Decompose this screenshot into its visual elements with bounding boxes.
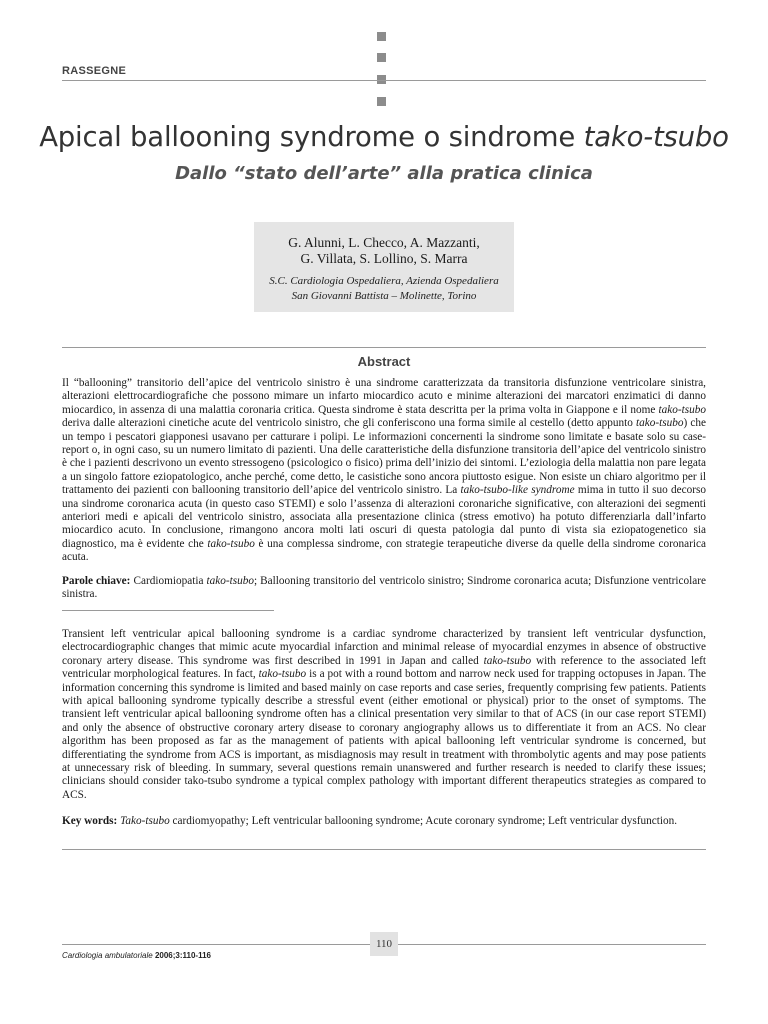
page-number: 110	[370, 932, 398, 956]
decorative-square	[377, 53, 386, 62]
journal-name: Cardiologia ambulatoriale	[62, 951, 153, 960]
abstract-english: Transient left ventricular apical ballooning syndrome is a cardiac syndrome characterized by transient left ventricular dysfunction, electrocardiographic changes that mimic acute myocardial infarction and minimal release of myocardial enzymes in absence of obstructive coronary artery disease. This syndrome was first described in 1991 in Japan and called tako-tsubo with reference to the associated left ventricular morphological features. In fact, tako-tsubo is a pot with a round bottom and narrow neck used for trapping octopuses in Japan. The information concerning this syndrome is limited and based mainly on case reports and case series, frequently comprising few patients. Patients with apical ballooning syndrome typically describe a stressful event (either emotional or physical) prior to the onset of symptoms. The transient left ventricular apical ballooning syndrome often has a clinical presentation very similar to that of ACS (in our case report STEMI) and only the absence of obstructive coronary artery disease to coronary angiography allows us to differentiate it from an ACS. No clear algorithm has been proposed as far as the management of patients with apical ballooning left ventricular syndrome is concerned, but differentiating the syndrome from ACS is important, as misdiagnosis may result in treatment with thrombolytic agents and may pose patients at unnecessary risk of bleeding. In summary, several questions remain unanswered and further research is needed to clarify these issues; clinicians should consider tako-tsubo syndrome a typical complex pathology with important different therapeutics strategies as compared to ACS.	[62, 628, 706, 801]
author-line: G. Villata, S. Lollino, S. Marra	[300, 251, 468, 266]
article-title-italic: tako-tsubo	[583, 121, 729, 153]
abstract-bottom-rule	[62, 849, 706, 850]
section-label: RASSEGNE	[62, 65, 127, 77]
journal-citation	[62, 951, 211, 960]
affiliation	[254, 274, 514, 304]
article-title	[0, 121, 768, 153]
decorative-square	[377, 97, 386, 106]
journal-volume: 2006;3:110-116	[154, 951, 212, 960]
abstract-heading: Abstract	[357, 354, 411, 369]
short-divider	[62, 610, 274, 611]
article-title-main: Apical ballooning syndrome o sindrome	[39, 121, 584, 153]
author-box	[254, 222, 514, 312]
abstract-italian: Il “ballooning” transitorio dell’apice del ventricolo sinistro è una sindrome caratterizzata da transitoria disfunzione ventricolare sinistra, alterazioni elettrocardiografiche che possono mimare un infarto miocardico acuto e minime alterazioni dei marcatori enzimatici di danno miocardico, in assenza di una malattia coronaria critica. Questa sindrome è stata descritta per la prima volta in Giappone e il nome tako-tsubo deriva dalle alterazioni cinetiche acute del ventricolo sinistro, che gli conferiscono una forma simile al cestello (detto appunto tako-tsubo) che un tempo i pescatori giapponesi usavano per catturare i polipi. Le informazioni concernenti la sindrome sono limitate e basate solo su case-report o, in ogni caso, su un numero limitato di pazienti. Una delle caratteristiche della disfunzione transitoria dell’apice del ventricolo sinistro è che i pazienti descrivono un evento stressogeno (psicologico o fisico) prima dell’inizio dei sintomi. L’eziologia della malattia non pare legata a un singolo fattore eziopatologico, anche perché, come detto, le casistiche sono ancora piuttosto esigue. Non esiste un chiaro algoritmo per il trattamento dei pazienti con ballooning transitorio dell’apice del ventricolo sinistro. La tako-tsubo-like syndrome mima in tutto il suo decorso una sindrome coronarica acuta (in questo caso STEMI) e solo l’assenza di alterazioni coronariche significative, con alterazioni dei segmenti anteriori medi e apicali del ventricolo sinistro, associata alla presentazione clinica (stress emotivo) ha potuto differenziarla dall’infarto miocardico acuto. In conclusione, rimangono ancora molti lati oscuri di questa patologia dal punto di vista sia eziopatogenetico sia diagnostico, ma è evidente che tako-tsubo è una complessa sindrome, con strategie terapeutiche diverse da quelle della sindrome coronarica acuta.	[62, 377, 706, 564]
author-list	[254, 235, 514, 267]
affiliation-line: San Giovanni Battista – Molinette, Torino	[291, 290, 477, 302]
article-subtitle: Dallo “stato dell’arte” alla pratica clinica	[175, 163, 593, 184]
keywords-label: Parole chiave:	[62, 575, 131, 587]
decorative-square	[377, 32, 386, 41]
abstract-top-rule	[62, 347, 706, 348]
keywords-italian: Parole chiave: Cardiomiopatia tako-tsubo; Ballooning transitorio del ventricolo sinistro; Sindrome coronarica acuta; Disfunzione ventricolare sinistra.	[62, 575, 707, 601]
keywords-english: Key words: Tako-tsubo cardiomyopathy; Left ventricular ballooning syndrome; Acute coronary syndrome; Left ventricular dysfunction.	[62, 815, 678, 827]
affiliation-line: S.C. Cardiologia Ospedaliera, Azienda Ospedaliera	[269, 275, 499, 287]
header-rule	[62, 80, 706, 81]
keywords-label: Key words:	[62, 815, 118, 827]
author-line: G. Alunni, L. Checco, A. Mazzanti,	[288, 235, 480, 250]
